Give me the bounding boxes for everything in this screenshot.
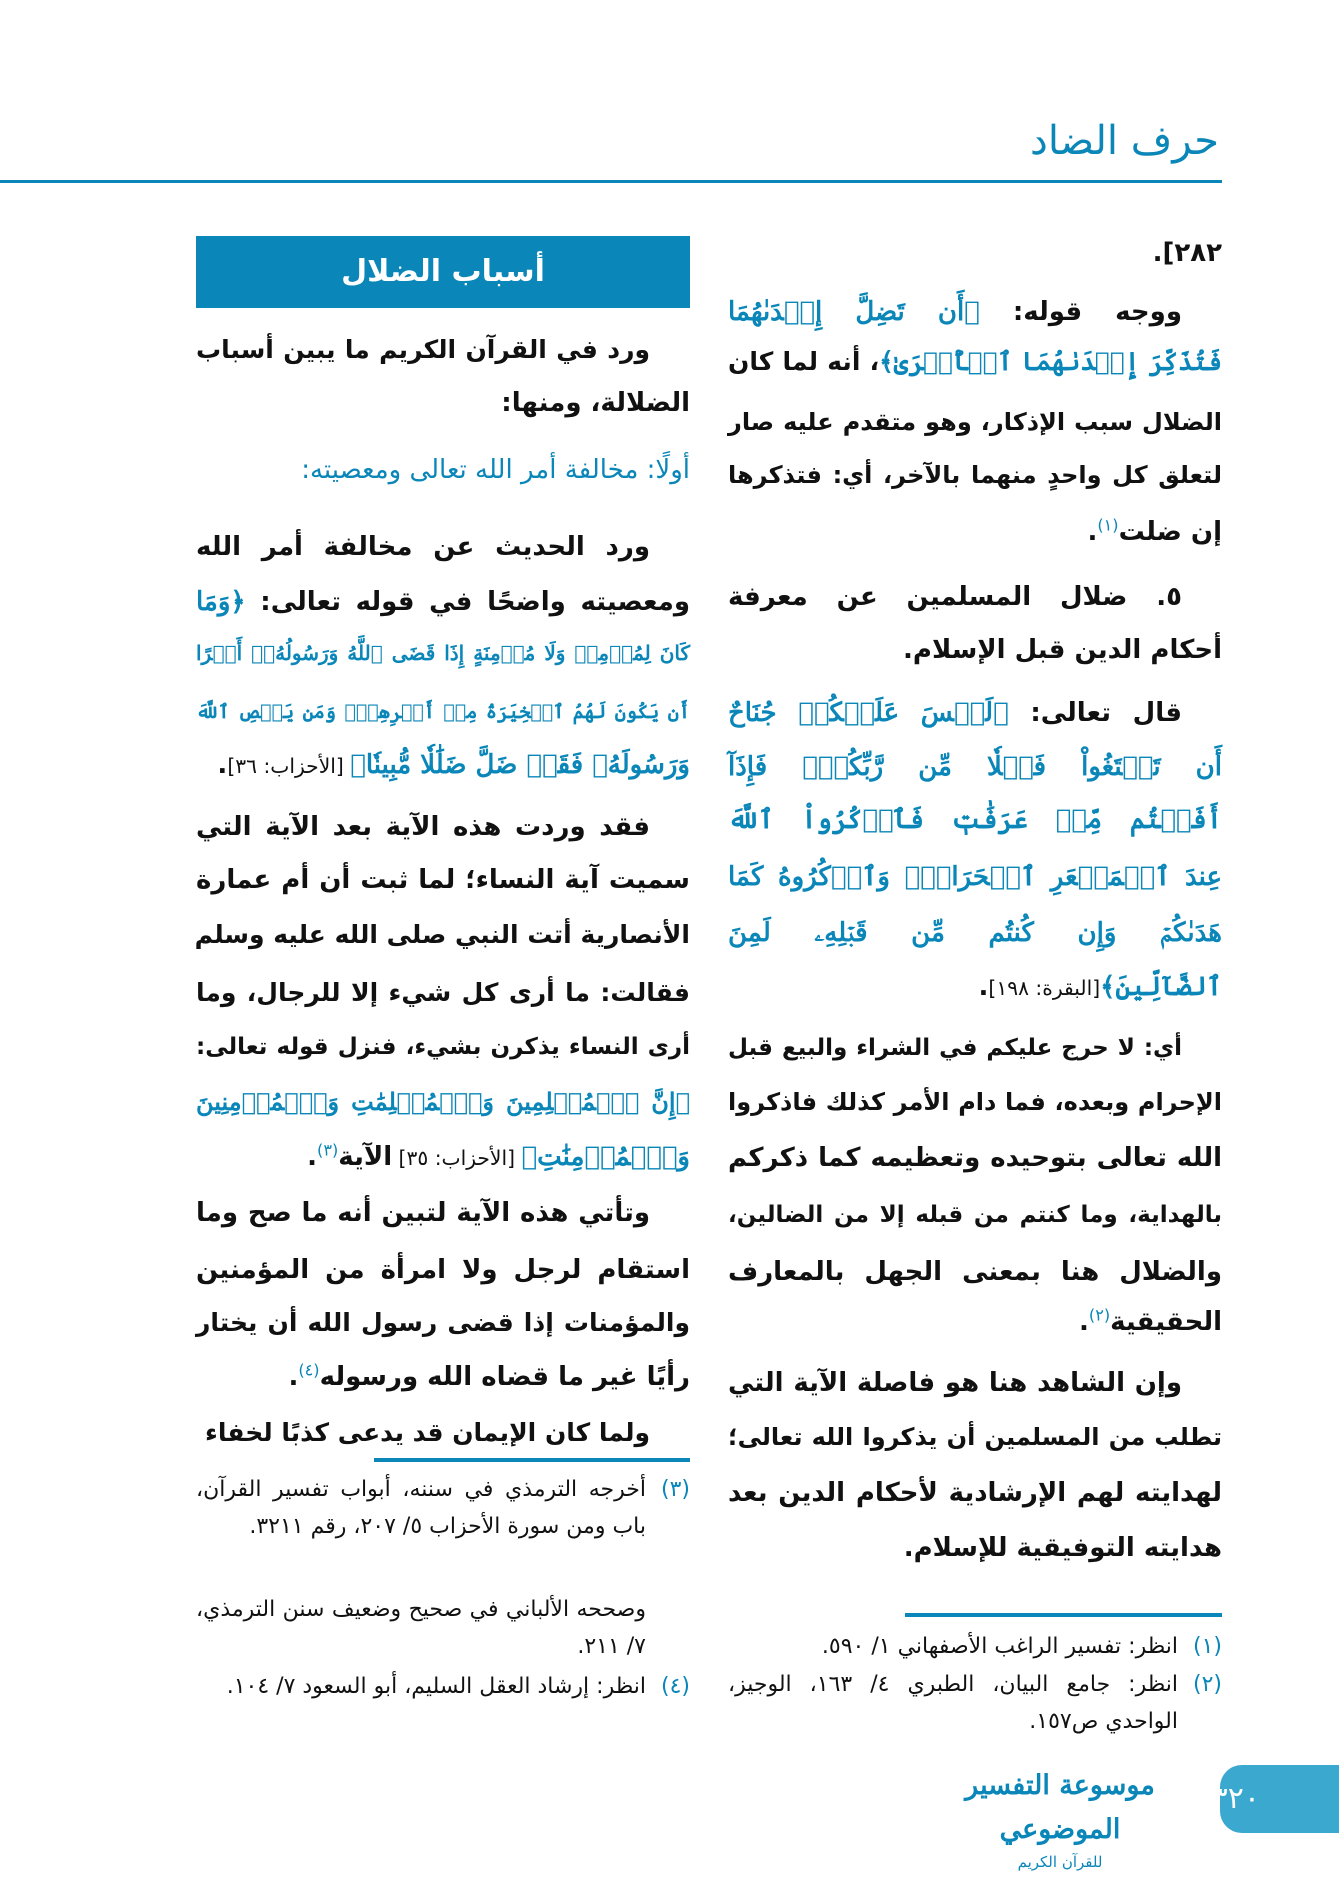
quran-verse: هَدَىٰكُمۡ وَإِن كُنتُم مِّن قَبۡلِهِۦ لَمِنَ: [728, 918, 1222, 948]
quran-verse: فَتُذَكِّرَ إِحۡدَىٰهُمَا ٱلۡأُخۡرَىٰ﴾: [879, 347, 1223, 376]
body-text: أحكام الدين قبل الإسلام.: [903, 635, 1222, 665]
text-line: [728, 228, 1222, 278]
text-line: [728, 1023, 1222, 1073]
text-line: [728, 625, 1222, 675]
body-text: الضلال سبب الإذكار، وهو متقدم عليه صار: [728, 408, 1222, 436]
text-line: [728, 287, 1222, 337]
body-text: الأنصارية أتت النبي صلى الله عليه وسلم: [194, 920, 690, 949]
body-text: الحقيقية: [1110, 1307, 1222, 1337]
body-text: فقالت: ما أرى كل شيء إلا للرجال، وما: [196, 978, 690, 1007]
body-text: .: [307, 1142, 318, 1172]
body-text: هدايته التوفيقية للإسلام.: [903, 1533, 1222, 1563]
body-text: ووجه قوله:: [979, 297, 1182, 327]
text-line: [196, 740, 690, 790]
logo-title: موسوعة التفسير الموضوعي: [965, 1770, 1155, 1845]
logo-subtitle: للقرآن الكريم: [1017, 1853, 1103, 1871]
text-line: [728, 852, 1222, 902]
body-text: قال تعالى:: [1008, 698, 1182, 728]
body-text: الآية: [338, 1142, 393, 1172]
verse-reference: [البقرة: ١٩٨]: [988, 976, 1101, 1000]
body-text: .: [978, 972, 989, 1002]
text-line: [196, 577, 690, 627]
body-text: الإحرام وبعده، فما دام الأمر كذلك فاذكروا: [728, 1088, 1222, 1116]
footnote: [728, 1628, 1222, 1665]
footnote-text: انظر: جامع البيان، الطبري ٤/ ١٦٣، الوجيز، الواحدي ص١٥٧.: [728, 1672, 1179, 1734]
footnote-number: (١): [1192, 1634, 1222, 1659]
text-line: [728, 1523, 1222, 1573]
body-text: .: [1079, 1307, 1089, 1337]
body-text: بالهداية، وما كنتم من قبله إلا من الضالين،: [728, 1202, 1222, 1228]
text-line: [196, 687, 690, 737]
body-text: الله تعالى بتوحيده وتعظيمه كما ذكركم: [728, 1143, 1222, 1173]
quran-verse: أَن يَكُونَ لَهُمُ ٱلۡخِيَرَةُ مِنۡ أَمۡرِهِمۡۗ وَمَن يَعۡصِ ٱللَّهَ: [196, 701, 690, 723]
section-heading: أسباب الضلال: [196, 236, 690, 308]
text-line: [728, 962, 1222, 1012]
encyclopedia-logo: [935, 1764, 1185, 1871]
footnote-text: أخرجه الترمذي في سننه، أبواب تفسير القرآن، باب ومن سورة الأحزاب ٥/ ٢٠٧، رقم ٣٢١١.: [196, 1477, 646, 1539]
body-text: سميت آية النساء؛ لما ثبت أن أم عمارة: [196, 865, 690, 895]
text-line: [196, 1245, 690, 1295]
page-number: ٣٢٠: [1211, 1781, 1260, 1816]
text-line: [728, 1077, 1222, 1127]
verse-reference: [الأحزاب: ٣٦]: [227, 754, 351, 778]
body-text: إن ضلت: [1118, 517, 1222, 547]
footnote-marker[interactable]: (٢): [1088, 1305, 1111, 1325]
page-number-badge: [1211, 1765, 1339, 1833]
body-text: رأيًا غير ما قضاه الله ورسوله: [319, 1362, 690, 1392]
body-text: ، أنه لما كان: [728, 347, 880, 376]
body-text: فقد وردت هذه الآية بعد الآية التي: [196, 812, 650, 842]
body-text: أرى النساء يذكرن بشيء، فنزل قوله تعالى:: [196, 1034, 690, 1060]
body-text: أي: لا حرج عليكم في الشراء والبيع قبل: [728, 1035, 1182, 1061]
footnote-text: انظر: تفسير الراغب الأصفهاني ١/ ٥٩٠.: [821, 1634, 1178, 1659]
text-line: [728, 572, 1222, 622]
text-line: [196, 1132, 690, 1182]
footnote: [728, 1666, 1222, 1740]
body-text: ولما كان الإيمان قد يدعى كذبًا لخفاء: [205, 1418, 650, 1447]
quran-verse: وَٱلۡمُؤۡمِنَٰتِ﴾: [521, 1142, 690, 1172]
text-line: [728, 1358, 1222, 1408]
body-text: الضلالة، ومنها:: [501, 388, 690, 418]
body-text: ورد في القرآن الكريم ما يبين أسباب: [196, 335, 650, 364]
quran-verse: ٱلضَّآلِّينَ﴾: [1100, 972, 1222, 1002]
text-line: [196, 628, 690, 678]
text-line: [728, 1190, 1222, 1240]
body-text: .: [288, 1362, 299, 1392]
text-line: [728, 1133, 1222, 1183]
body-text: وتأتي هذه الآية لتبين أنه ما صح وما: [196, 1198, 650, 1228]
footnote: [196, 1591, 690, 1665]
text-line: [196, 1188, 690, 1238]
section-title: حرف الضاد: [1030, 118, 1219, 164]
text-line: [196, 910, 690, 960]
quran-verse: عِندَ ٱلۡمَشۡعَرِ ٱلۡحَرَامِۖ وَٱذۡكُرُوهُ كَمَا: [728, 862, 1222, 892]
footnote-rule-right: [905, 1613, 1222, 1617]
body-text: والمؤمنات إذا قضى رسول الله أن يختار: [196, 1308, 690, 1337]
body-text: وإن الشاهد هنا هو فاصلة الآية التي: [728, 1368, 1182, 1398]
text-line: [728, 688, 1222, 738]
body-text: .: [217, 750, 228, 780]
text-line: [196, 325, 690, 375]
subheading: أولًا: مخالفة أمر الله تعالى ومعصيته:: [301, 455, 690, 485]
text-line: [728, 507, 1222, 557]
body-text: استقام لرجل ولا امرأة من المؤمنين: [196, 1255, 690, 1285]
body-text: تطلب من المسلمين أن يذكروا الله تعالى؛: [728, 1423, 1222, 1451]
body-text: ورد الحديث عن مخالفة أمر الله: [196, 532, 650, 562]
quran-verse: أَفَضۡتُم مِّنۡ عَرَفَٰتٖ فَٱذۡكُرُواْ ٱللَّهَ: [728, 805, 1222, 835]
text-line: [728, 397, 1222, 447]
body-text: .: [1087, 517, 1098, 547]
footnote: [196, 1471, 690, 1545]
footnote-number: (٣): [660, 1477, 690, 1502]
footnote-number: (٢): [1192, 1672, 1222, 1697]
text-line: [196, 855, 690, 905]
quran-verse: ﴿لَيۡسَ عَلَيۡكُمۡ جُنَاحٌ: [728, 698, 1009, 728]
footnote-marker[interactable]: (٣): [317, 1140, 339, 1160]
text-line: [728, 450, 1222, 500]
quran-verse: ﴿أَن تَضِلَّ إِحۡدَىٰهُمَا: [728, 297, 980, 327]
text-line: [196, 1298, 690, 1348]
text-line: [728, 795, 1222, 845]
body-text: ومعصيته واضحًا في قوله تعالى:: [245, 587, 690, 617]
text-line: [728, 908, 1222, 958]
text-line: [728, 337, 1222, 387]
text-line: [728, 1468, 1222, 1518]
text-line: [196, 1077, 690, 1127]
quran-verse: وَرَسُولَهُۥ فَقَدۡ ضَلَّ ضَلَٰلٗا مُّبِينٗا﴾: [350, 750, 690, 780]
header-rule: [0, 180, 1222, 183]
quran-verse: ﴿وَمَا: [196, 587, 246, 617]
body-text: ٥. ضلال المسلمين عن معرفة: [728, 582, 1182, 612]
verse-reference: [الأحزاب: ٣٥]: [392, 1146, 522, 1170]
quran-verse: أَن تَبۡتَغُواْ فَضۡلٗا مِّن رَّبِّكُمۡۚ فَإِذَآ: [728, 752, 1222, 782]
footnote-rule-left: [374, 1458, 690, 1462]
quran-verse: ﴿إِنَّ ٱلۡمُسۡلِمِينَ وَٱلۡمُسۡلِمَٰتِ وَٱلۡمُؤۡمِنِينَ: [196, 1087, 690, 1116]
text-line: [196, 445, 690, 495]
body-text: ٢٨٢].: [1152, 238, 1222, 268]
text-line: [196, 378, 690, 428]
footnote-text: انظر: إرشاد العقل السليم، أبو السعود ٧/ ١٠٤.: [226, 1674, 646, 1699]
text-line: [196, 1408, 690, 1458]
body-text: لهدايته لهم الإرشادية لأحكام الدين بعد: [728, 1478, 1222, 1508]
quran-verse: كَانَ لِمُؤۡمِنٖ وَلَا مُؤۡمِنَةٍ إِذَا قَضَى ٱللَّهُ وَرَسُولُهُۥٓ أَمۡرًا: [196, 641, 690, 665]
footnote-marker[interactable]: (٤): [298, 1360, 320, 1380]
text-line: [728, 1297, 1222, 1347]
footnote: [196, 1668, 690, 1705]
text-line: [728, 742, 1222, 792]
body-text: لتعلق كل واحدٍ منهما بالآخر، أي: فتذكرها: [728, 461, 1222, 489]
text-line: [728, 1247, 1222, 1297]
text-line: [196, 1022, 690, 1072]
text-line: [196, 522, 690, 572]
body-text: والضلال هنا بمعنى الجهل بالمعارف: [728, 1257, 1222, 1287]
footnote-text: وصححه الألباني في صحيح وضعيف سنن الترمذي، ٧/ ٢١١.: [196, 1597, 646, 1659]
footnote-marker[interactable]: (١): [1097, 515, 1119, 535]
text-line: [196, 1352, 690, 1402]
text-line: [196, 802, 690, 852]
footnote-number: (٤): [660, 1674, 690, 1699]
text-line: [728, 1412, 1222, 1462]
text-line: [196, 968, 690, 1018]
